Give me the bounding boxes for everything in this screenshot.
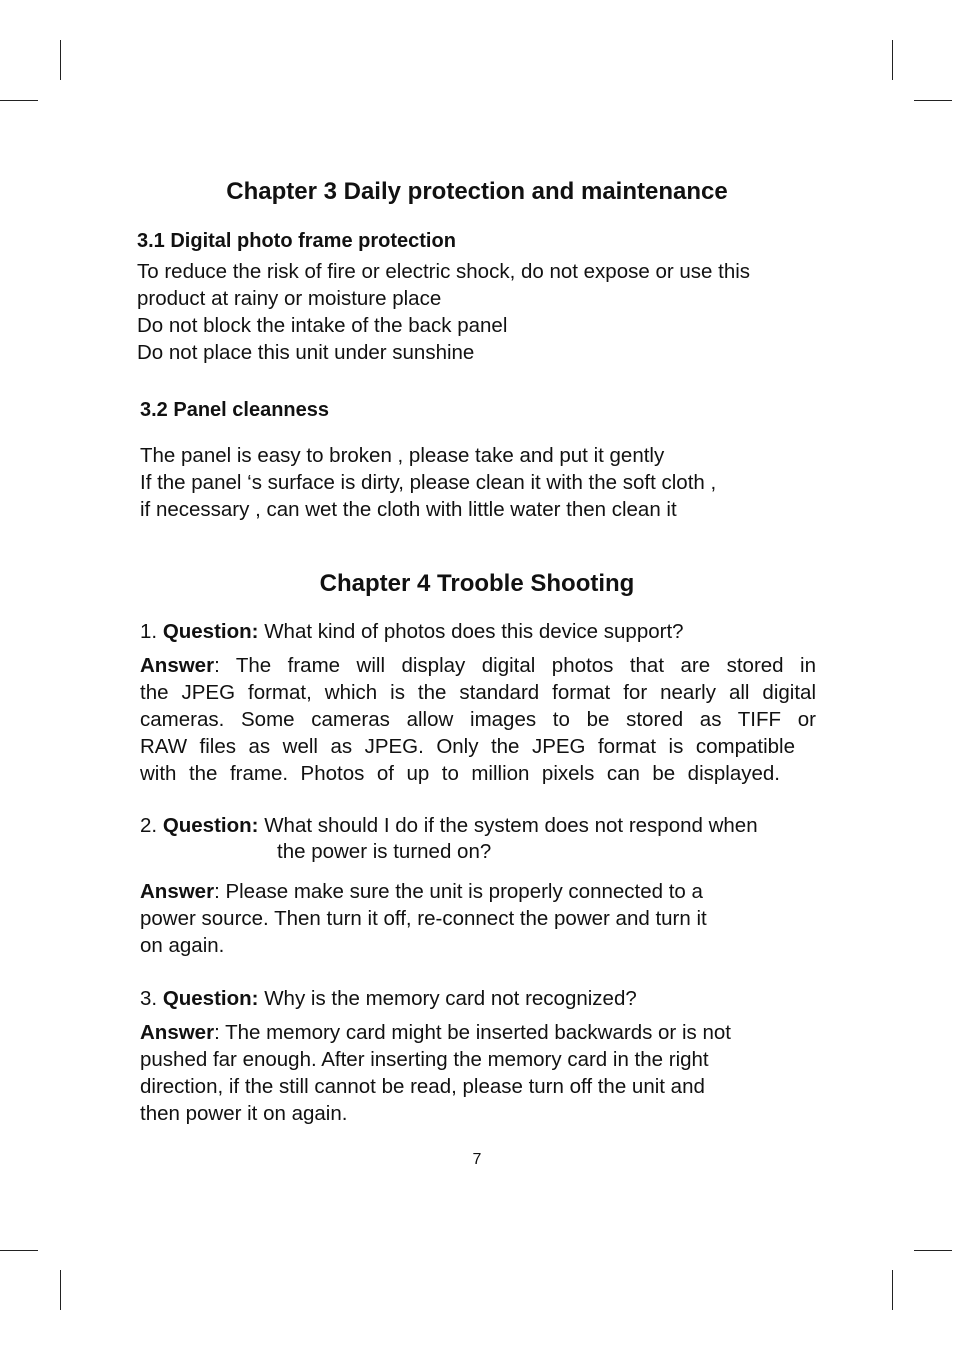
chapter-3-title: Chapter 3 Daily protection and maintenance (226, 178, 728, 205)
answer-text: : The memory card might be inserted backwards or is not (214, 1021, 731, 1044)
question-number: 2. (140, 814, 158, 837)
crop-mark-bottom-left-vertical (60, 1270, 61, 1310)
section-3-2-line: If the panel ‘s surface is dirty, please clean it with the soft cloth , (140, 471, 717, 494)
question-number: 1. (140, 620, 158, 643)
question-text: What should I do if the system does not respond when (264, 814, 758, 837)
answer-3 (140, 1019, 731, 1127)
answer-text: with the frame. Photos of up to million pixels can be displayed. (140, 762, 780, 785)
section-3-1-line: product at rainy or moisture place (137, 287, 442, 310)
answer-text: power source. Then turn it off, re-connect the power and turn it (140, 907, 707, 930)
crop-mark-top-left-horizontal (0, 100, 38, 101)
section-3-2-line: if necessary , can wet the cloth with little water then clean it (140, 498, 677, 521)
question-text: Why is the memory card not recognized? (264, 987, 637, 1010)
answer-label: Answer (140, 654, 215, 677)
answer-2 (140, 878, 707, 959)
section-3-1-line: Do not place this unit under sunshine (137, 341, 475, 364)
answer-text: the JPEG format, which is the standard format for nearly all digital (140, 681, 816, 704)
chapter-4-title: Chapter 4 Trooble Shooting (319, 570, 635, 597)
answer-text: cameras. Some cameras allow images to be stored as TIFF or (140, 708, 816, 731)
section-3-1-body (137, 258, 750, 366)
question-3 (140, 986, 637, 1012)
question-label: Question: (162, 814, 259, 837)
answer-text: direction, if the still cannot be read, please turn off the unit and (140, 1075, 705, 1098)
answer-text: then power it on again. (140, 1102, 348, 1125)
question-text: What kind of photos does this device support? (264, 620, 684, 643)
answer-text: pushed far enough. After inserting the memory card in the right (140, 1048, 709, 1071)
section-3-2-line: The panel is easy to broken , please take and put it gently (140, 444, 665, 467)
answer-label: Answer (140, 880, 215, 903)
crop-mark-bottom-left-horizontal (0, 1250, 38, 1251)
crop-mark-top-right-horizontal (914, 100, 952, 101)
crop-mark-top-left-vertical (60, 40, 61, 80)
section-3-1-line: To reduce the risk of fire or electric shock, do not expose or use this (137, 260, 751, 283)
question-number: 3. (140, 987, 158, 1010)
crop-mark-bottom-right-vertical (892, 1270, 893, 1310)
crop-mark-bottom-right-horizontal (914, 1250, 952, 1251)
question-text: the power is turned on? (277, 840, 492, 863)
section-3-2-body (140, 442, 716, 523)
crop-mark-top-right-vertical (892, 40, 893, 80)
answer-text: : Please make sure the unit is properly connected to a (214, 880, 703, 903)
answer-1 (140, 652, 816, 787)
section-3-1-line: Do not block the intake of the back panel (137, 314, 508, 337)
page-number: 7 (472, 1151, 482, 1168)
question-label: Question: (162, 987, 259, 1010)
answer-label: Answer (140, 1021, 215, 1044)
answer-text: RAW files as well as JPEG. Only the JPEG format is compatible (140, 735, 795, 758)
answer-text: on again. (140, 934, 225, 957)
answer-text: : The frame will display digital photos that are stored in (214, 654, 816, 677)
question-2 (140, 813, 758, 865)
question-1 (140, 619, 684, 645)
section-3-2-title: 3.2 Panel cleanness (140, 399, 330, 421)
section-3-1-title: 3.1 Digital photo frame protection (137, 230, 456, 252)
question-label: Question: (162, 620, 259, 643)
